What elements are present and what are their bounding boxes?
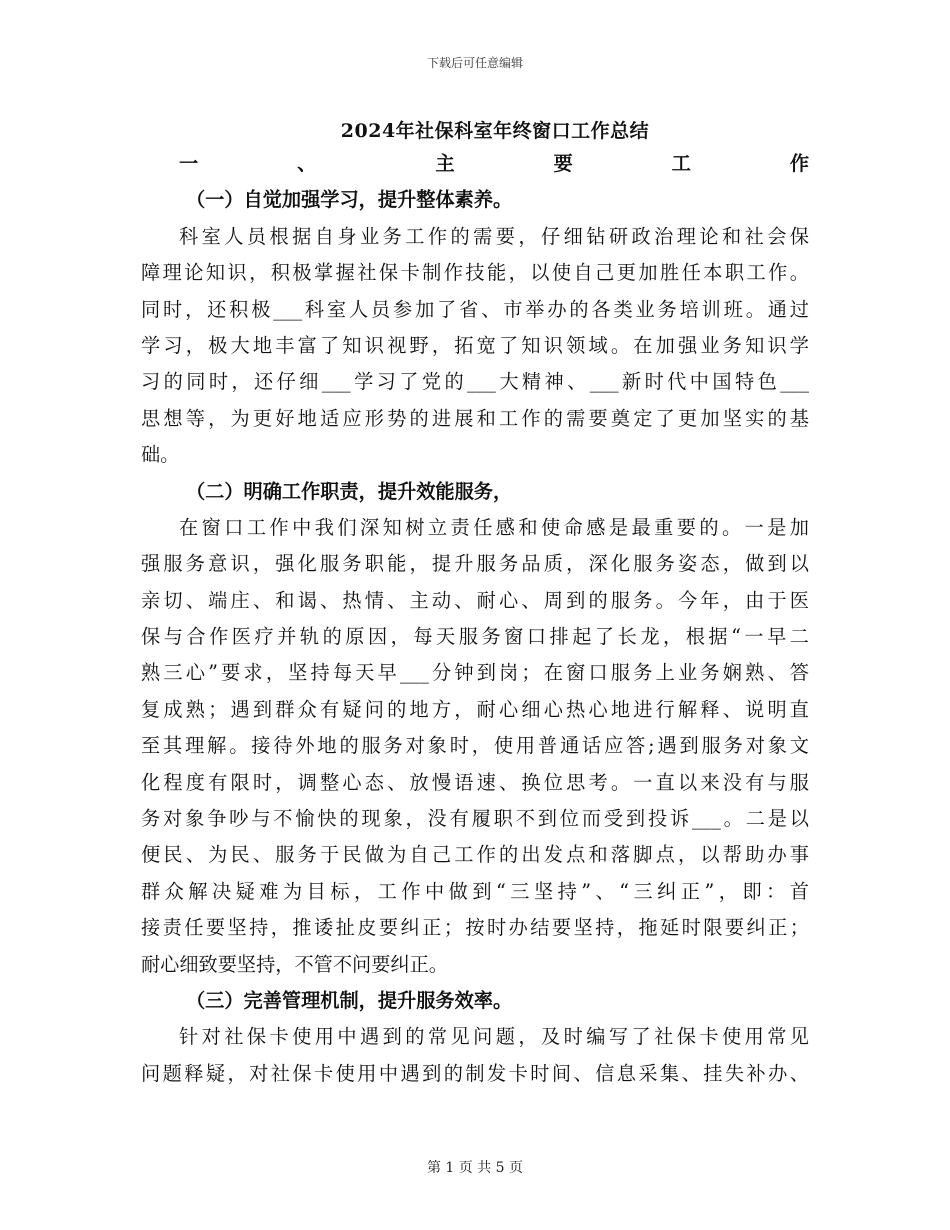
document-body bbox=[141, 146, 809, 1092]
paragraph-line: 学习，极大地丰富了知识视野，拓宽了知识领域。在加强业务知识学 bbox=[141, 333, 809, 357]
paragraph-line: 保与合作医疗并轨的原因，每天服务窗口排起了长龙，根据“一早二 bbox=[141, 625, 809, 649]
section-number: 一、 bbox=[179, 152, 416, 175]
subsection-heading-2: （二）明确工作职责，提升效能服务， bbox=[186, 479, 513, 503]
paragraph-line: 群众解决疑难为目标，工作中做到“三坚持”、“三纠正”，即：首 bbox=[141, 879, 809, 903]
paragraph-line: 在窗口工作中我们深知树立责任感和使命感是最重要的。一是加 bbox=[179, 515, 809, 539]
paragraph-line: 务对象争吵与不愉快的现象，没有履职不到位而受到投诉___。二是以 bbox=[141, 807, 809, 831]
paragraph-line: 耐心细致要坚持，不管不问要纠正。 bbox=[141, 952, 448, 976]
section-heading-main-work bbox=[141, 146, 809, 182]
paragraph-line: 接责任要坚持，推诿扯皮要纠正；按时办结要坚持，拖延时限要纠正； bbox=[141, 916, 809, 940]
paragraph-line: 习的同时，还仔细___学习了党的___大精神、___新时代中国特色___ bbox=[141, 370, 809, 394]
paragraph-line: 思想等，为更好地适应形势的进展和工作的需要奠定了更加坚实的基 bbox=[141, 406, 809, 430]
subsection-heading-1: （一）自觉加强学习，提升整体素养。 bbox=[186, 188, 513, 212]
paragraph-line: 亲切、端庄、和谒、热情、主动、耐心、周到的服务。今年，由于医 bbox=[141, 588, 809, 612]
paragraph-line: 问题释疑，对社保卡使用中遇到的制发卡时间、信息采集、挂失补办、 bbox=[141, 1061, 809, 1085]
paragraph-line: 强服务意识，强化服务职能，提升服务品质，深化服务姿态，做到以 bbox=[141, 552, 809, 576]
paragraph-line: 熟三心”要求，坚持每天早___分钟到岗；在窗口服务上业务娴熟、答 bbox=[141, 661, 809, 685]
header-note: 下载后可任意编辑 bbox=[426, 56, 523, 70]
paragraph-line: 础。 bbox=[141, 443, 180, 467]
page-footer: 第 1 页 共 5 页 bbox=[426, 1160, 524, 1176]
paragraph-line: 障理论知识，积极掌握社保卡制作技能，以使自己更加胜任本职工作。 bbox=[141, 261, 809, 285]
paragraph-line: 同时，还积极___科室人员参加了省、市举办的各类业务培训班。通过 bbox=[141, 297, 809, 321]
paragraph-line: 化程度有限时，调整心态、放慢语速、换位思考。一直以来没有与服 bbox=[141, 770, 809, 794]
paragraph-line: 复成熟；遇到群众有疑问的地方，耐心细心热心地进行解释、说明直 bbox=[141, 697, 809, 721]
section-label: 主要工作 bbox=[435, 152, 809, 175]
subsection-heading-3: （三）完善管理机制，提升服务效率。 bbox=[186, 988, 513, 1012]
paragraph-line: 至其理解。接待外地的服务对象时，使用普通话应答;遇到服务对象文 bbox=[141, 734, 809, 758]
paragraph-line: 科室人员根据自身业务工作的需要，仔细钻研政治理论和社会保 bbox=[179, 224, 809, 248]
paragraph-line: 针对社保卡使用中遇到的常见问题，及时编写了社保卡使用常见 bbox=[179, 1025, 809, 1049]
paragraph-line: 便民、为民、服务于民做为自己工作的出发点和落脚点，以帮助办事 bbox=[141, 843, 809, 867]
document-title: 2024年社保科室年终窗口工作总结 bbox=[340, 120, 650, 142]
